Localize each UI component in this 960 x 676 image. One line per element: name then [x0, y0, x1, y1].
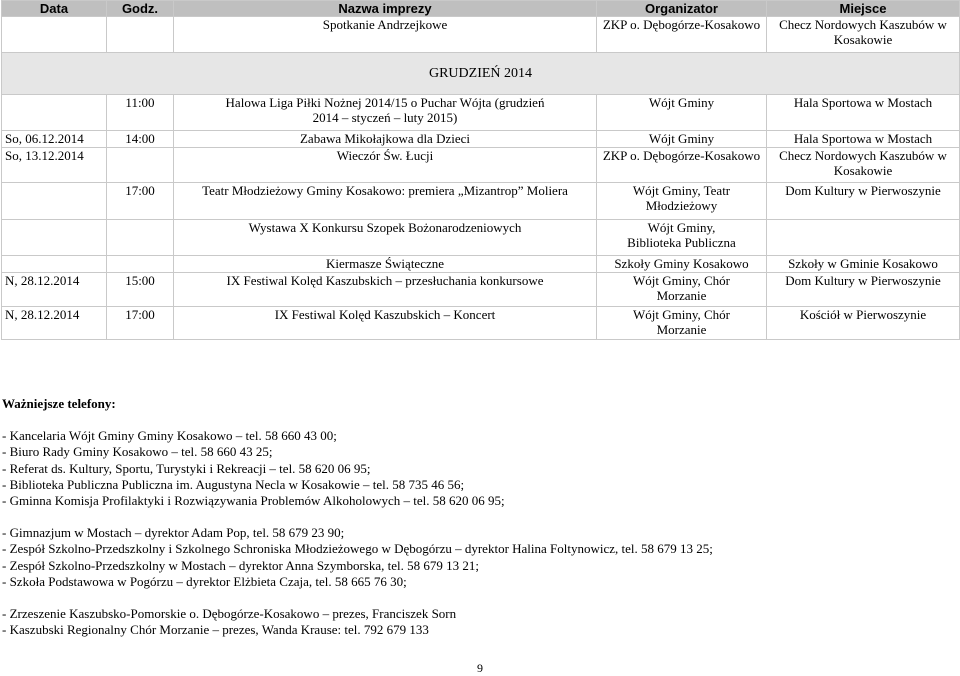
event-name: Kiermasze Świąteczne [174, 256, 597, 273]
events-table [1, 0, 960, 340]
phone-item: - Zrzeszenie Kaszubsko-Pomorskie o. Dębogórze-Kosakowo – prezes, Franciszek Sorn [2, 606, 457, 622]
table-row: Kiermasze Świąteczne Szkoły Gminy Kosakowo Szkoły w Gminie Kosakowo [2, 256, 960, 273]
table-header [2, 1, 960, 17]
phone-item: - Kancelaria Wójt Gminy Gminy Kosakowo – tel. 58 660 43 00; [2, 428, 337, 444]
phone-item: - Kaszubski Regionalny Chór Morzanie – prezes, Wanda Krause: tel. 792 679 133 [2, 622, 429, 638]
phone-item: - Referat ds. Kultury, Sportu, Turystyki i Rekreacji – tel. 58 620 06 95; [2, 460, 371, 476]
phone-item: - Biuro Rady Gminy Kosakowo – tel. 58 660 43 25; [2, 444, 273, 460]
phone-item: - Biblioteka Publiczna Publiczna im. Augustyna Necla w Kosakowie – tel. 58 735 46 56; [2, 476, 465, 492]
table-row: 17:00 Teatr Młodzieżowy Gminy Kosakowo: premiera „Mizantrop” Moliera Wójt Gminy, Teatr Młodzieżowy Dom Kultury w Pierwoszynie [2, 183, 960, 220]
phone-item: - Zespół Szkolno-Przedszkolny w Mostach – dyrektor Anna Szymborska, tel. 58 679 13 21; [2, 557, 479, 573]
event-organizer: ZKP o. Dębogórze-Kosakowo [597, 17, 767, 53]
table-row: N, 28.12.2014 15:00 IX Festiwal Kolęd Kaszubskich – przesłuchania konkursowe Wójt Gminy, Chór Morzanie Dom Kultury w Pierwoszynie [2, 273, 960, 307]
table-row: Wystawa X Konkursu Szopek Bożonarodzeniowych Wójt Gminy, Biblioteka Publiczna [2, 220, 960, 256]
phone-list [2, 396, 952, 638]
table-row: 11:00 Halowa Liga Piłki Nożnej 2014/15 o Puchar Wójta (grudzień 2014 – styczeń – luty 2015) Wójt Gminy Hala Sportowa w Mostach [2, 95, 960, 131]
header-data: Data [2, 1, 107, 17]
table-row: So, 13.12.2014 Wieczór Św. Łucji ZKP o. Dębogórze-Kosakowo Checz Nordowych Kaszubów w Kosakowie [2, 148, 960, 183]
page-number: 9 [477, 661, 483, 675]
event-place: Checz Nordowych Kaszubów w Kosakowie [767, 17, 960, 53]
header-organizator: Organizator [597, 1, 767, 17]
table-row: N, 28.12.2014 17:00 IX Festiwal Kolęd Kaszubskich – Koncert Wójt Gminy, Chór Morzanie Kościół w Pierwoszynie [2, 307, 960, 340]
phone-item: - Gimnazjum w Mostach – dyrektor Adam Pop, tel. 58 679 23 90; [2, 525, 345, 541]
event-name: Halowa Liga Piłki Nożnej 2014/15 o Puchar Wójta (grudzień 2014 – styczeń – luty 2015) [174, 95, 597, 131]
header-miejsce: Miejsce [767, 1, 960, 17]
phone-item: - Gminna Komisja Profilaktyki i Rozwiązywania Problemów Alkoholowych – tel. 58 620 06 95; [2, 493, 505, 509]
month-row [2, 53, 960, 95]
phones-title: Ważniejsze telefony: [2, 396, 116, 411]
event-name: Teatr Młodzieżowy Gminy Kosakowo: premiera „Mizantrop” Moliera [174, 183, 597, 220]
month-heading: GRUDZIEŃ 2014 [2, 53, 960, 95]
event-name: Zabawa Mikołajkowa dla Dzieci [174, 131, 597, 148]
table-row [2, 17, 960, 53]
event-name: Wystawa X Konkursu Szopek Bożonarodzeniowych [174, 220, 597, 256]
event-name: IX Festiwal Kolęd Kaszubskich – Koncert [174, 307, 597, 340]
phone-item: - Zespół Szkolno-Przedszkolny i Szkolnego Schroniska Młodzieżowego w Dębogórzu – dyrektor Halina Foltynowicz, tel. 58 679 13 25; [2, 541, 713, 557]
event-name: Spotkanie Andrzejkowe [174, 17, 597, 53]
table-row: So, 06.12.2014 14:00 Zabawa Mikołajkowa dla Dzieci Wójt Gminy Hala Sportowa w Mostach [2, 131, 960, 148]
phone-item: - Szkoła Podstawowa w Pogórzu – dyrektor Elżbieta Czaja, tel. 58 665 76 30; [2, 573, 407, 589]
event-name: Wieczór Św. Łucji [174, 148, 597, 183]
header-godz: Godz. [107, 1, 174, 17]
event-name: IX Festiwal Kolęd Kaszubskich – przesłuchania konkursowe [174, 273, 597, 307]
header-nazwa: Nazwa imprezy [174, 1, 597, 17]
